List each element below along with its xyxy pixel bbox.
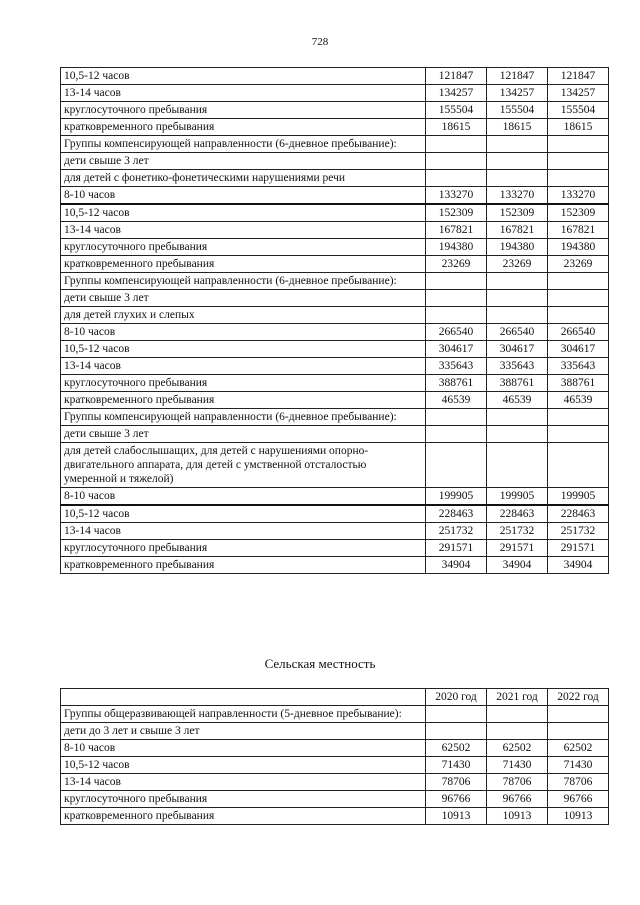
- value-cell-2020: [426, 136, 487, 153]
- value-cell-2021: 152309: [487, 204, 548, 222]
- table-row: [61, 557, 609, 574]
- table-row: [61, 723, 609, 740]
- value-cell-2020: 228463: [426, 505, 487, 523]
- value-cell-2022: 96766: [548, 791, 609, 808]
- tariff-table-urban-body: [61, 68, 609, 574]
- tariff-table-rural: [60, 688, 609, 825]
- value-cell-2020: 62502: [426, 740, 487, 757]
- value-cell-2022: 194380: [548, 239, 609, 256]
- table-row: [61, 523, 609, 540]
- value-cell-2021: 133270: [487, 187, 548, 205]
- table-row: [61, 170, 609, 187]
- row-label: 10,5-12 часов: [61, 341, 426, 358]
- table-row: [61, 187, 609, 205]
- row-label: кратковременного пребывания: [61, 557, 426, 574]
- table-row: [61, 341, 609, 358]
- value-cell-2021: 304617: [487, 341, 548, 358]
- value-cell-2022: 304617: [548, 341, 609, 358]
- value-cell-2022: 167821: [548, 222, 609, 239]
- value-cell-2021: 291571: [487, 540, 548, 557]
- row-label: круглосуточного пребывания: [61, 239, 426, 256]
- value-cell-2021: 228463: [487, 505, 548, 523]
- value-cell-2022: 46539: [548, 392, 609, 409]
- row-label: круглосуточного пребывания: [61, 375, 426, 392]
- value-cell-2022: [548, 723, 609, 740]
- value-cell-2021: 62502: [487, 740, 548, 757]
- value-cell-2020: [426, 170, 487, 187]
- row-label: для детей глухих и слепых: [61, 307, 426, 324]
- value-cell-2021: [487, 706, 548, 723]
- value-cell-2022: 266540: [548, 324, 609, 341]
- value-cell-2021: 335643: [487, 358, 548, 375]
- value-cell-2020: 134257: [426, 85, 487, 102]
- table-row: [61, 307, 609, 324]
- row-label: 13-14 часов: [61, 222, 426, 239]
- value-cell-2020: [426, 307, 487, 324]
- table-row: [61, 740, 609, 757]
- table-row: [61, 757, 609, 774]
- value-cell-2022: 71430: [548, 757, 609, 774]
- table-row: [61, 324, 609, 341]
- value-cell-2022: 291571: [548, 540, 609, 557]
- row-label: 8-10 часов: [61, 740, 426, 757]
- value-cell-2020: 23269: [426, 256, 487, 273]
- value-cell-2022: 18615: [548, 119, 609, 136]
- table-row: [61, 102, 609, 119]
- value-cell-2022: 134257: [548, 85, 609, 102]
- value-cell-2022: 78706: [548, 774, 609, 791]
- value-cell-2021: [487, 443, 548, 488]
- row-label: 10,5-12 часов: [61, 204, 426, 222]
- row-label: круглосуточного пребывания: [61, 540, 426, 557]
- row-label: 8-10 часов: [61, 324, 426, 341]
- value-cell-2021: 96766: [487, 791, 548, 808]
- row-label: Группы компенсирующей направленности (6-дневное пребывание):: [61, 273, 426, 290]
- row-label: кратковременного пребывания: [61, 119, 426, 136]
- value-cell-2021: 34904: [487, 557, 548, 574]
- value-cell-2022: 34904: [548, 557, 609, 574]
- table-row: [61, 540, 609, 557]
- row-label: 10,5-12 часов: [61, 505, 426, 523]
- table-row: [61, 153, 609, 170]
- value-cell-2020: 167821: [426, 222, 487, 239]
- value-cell-2020: 291571: [426, 540, 487, 557]
- value-cell-2022: [548, 443, 609, 488]
- row-label: 13-14 часов: [61, 85, 426, 102]
- table-row: [61, 136, 609, 153]
- value-cell-2021: [487, 153, 548, 170]
- value-cell-2022: [548, 409, 609, 426]
- row-label: 13-14 часов: [61, 358, 426, 375]
- value-cell-2022: 251732: [548, 523, 609, 540]
- table-row: [61, 68, 609, 85]
- value-cell-2020: 121847: [426, 68, 487, 85]
- table-row: [61, 222, 609, 239]
- value-cell-2021: [487, 426, 548, 443]
- value-cell-2020: 152309: [426, 204, 487, 222]
- value-cell-2020: 71430: [426, 757, 487, 774]
- table-row: [61, 85, 609, 102]
- value-cell-2020: 266540: [426, 324, 487, 341]
- value-cell-2022: 199905: [548, 488, 609, 506]
- row-label: кратковременного пребывания: [61, 808, 426, 825]
- row-label: Группы компенсирующей направленности (6-дневное пребывание):: [61, 136, 426, 153]
- row-label: 8-10 часов: [61, 488, 426, 506]
- table-row: [61, 426, 609, 443]
- row-label: кратковременного пребывания: [61, 392, 426, 409]
- page-number: 728: [311, 36, 329, 48]
- value-cell-2020: 18615: [426, 119, 487, 136]
- row-label: 13-14 часов: [61, 523, 426, 540]
- table-row: [61, 392, 609, 409]
- table-row: [61, 239, 609, 256]
- value-cell-2020: 133270: [426, 187, 487, 205]
- value-cell-2020: [426, 273, 487, 290]
- value-cell-2021: [487, 273, 548, 290]
- table-row: [61, 119, 609, 136]
- value-cell-2021: 167821: [487, 222, 548, 239]
- row-label: 10,5-12 часов: [61, 68, 426, 85]
- value-cell-2020: 388761: [426, 375, 487, 392]
- row-label: круглосуточного пребывания: [61, 102, 426, 119]
- table-header-row: [61, 689, 609, 706]
- value-cell-2020: [426, 153, 487, 170]
- value-cell-2020: [426, 290, 487, 307]
- value-cell-2022: [548, 170, 609, 187]
- table-row: [61, 774, 609, 791]
- row-label: для детей с фонетико-фонетическими нарушениями речи: [61, 170, 426, 187]
- row-label: дети свыше 3 лет: [61, 290, 426, 307]
- row-label: 13-14 часов: [61, 774, 426, 791]
- value-cell-2022: 155504: [548, 102, 609, 119]
- tariff-table-rural-body: [61, 706, 609, 825]
- value-cell-2022: 335643: [548, 358, 609, 375]
- value-cell-2022: [548, 307, 609, 324]
- row-label: круглосуточного пребывания: [61, 791, 426, 808]
- value-cell-2021: [487, 723, 548, 740]
- value-cell-2020: [426, 723, 487, 740]
- value-cell-2022: [548, 706, 609, 723]
- row-label: Группы компенсирующей направленности (6-дневное пребывание):: [61, 409, 426, 426]
- value-cell-2021: 10913: [487, 808, 548, 825]
- header-cell-2020: 2020 год: [426, 689, 487, 706]
- value-cell-2022: [548, 290, 609, 307]
- header-cell-label: [61, 689, 426, 706]
- value-cell-2020: 96766: [426, 791, 487, 808]
- table-row: [61, 706, 609, 723]
- value-cell-2020: 335643: [426, 358, 487, 375]
- value-cell-2022: 133270: [548, 187, 609, 205]
- value-cell-2021: [487, 136, 548, 153]
- table-row: [61, 256, 609, 273]
- value-cell-2021: 78706: [487, 774, 548, 791]
- table-row: [61, 204, 609, 222]
- value-cell-2021: [487, 290, 548, 307]
- value-cell-2020: 78706: [426, 774, 487, 791]
- table-row: [61, 358, 609, 375]
- value-cell-2022: 228463: [548, 505, 609, 523]
- value-cell-2021: 23269: [487, 256, 548, 273]
- section-title: Сельская местность: [264, 656, 376, 671]
- value-cell-2021: 155504: [487, 102, 548, 119]
- value-cell-2022: 62502: [548, 740, 609, 757]
- value-cell-2020: 304617: [426, 341, 487, 358]
- value-cell-2020: 155504: [426, 102, 487, 119]
- value-cell-2022: [548, 136, 609, 153]
- header-cell-2022: 2022 год: [548, 689, 609, 706]
- value-cell-2022: [548, 273, 609, 290]
- value-cell-2021: 194380: [487, 239, 548, 256]
- value-cell-2021: [487, 170, 548, 187]
- value-cell-2021: 121847: [487, 68, 548, 85]
- value-cell-2020: [426, 443, 487, 488]
- row-label: 8-10 часов: [61, 187, 426, 205]
- tariff-table-urban: [60, 67, 609, 574]
- row-label: дети до 3 лет и свыше 3 лет: [61, 723, 426, 740]
- value-cell-2021: 266540: [487, 324, 548, 341]
- value-cell-2020: 10913: [426, 808, 487, 825]
- table-row: [61, 488, 609, 506]
- value-cell-2021: 134257: [487, 85, 548, 102]
- table-row: [61, 505, 609, 523]
- value-cell-2022: 23269: [548, 256, 609, 273]
- value-cell-2020: [426, 426, 487, 443]
- value-cell-2022: [548, 426, 609, 443]
- value-cell-2021: [487, 409, 548, 426]
- table-row: [61, 290, 609, 307]
- table-row: [61, 443, 609, 488]
- row-label: Группы общеразвивающей направленности (5-дневное пребывание):: [61, 706, 426, 723]
- table-row: [61, 273, 609, 290]
- value-cell-2022: 121847: [548, 68, 609, 85]
- value-cell-2020: 34904: [426, 557, 487, 574]
- value-cell-2021: 251732: [487, 523, 548, 540]
- value-cell-2022: 388761: [548, 375, 609, 392]
- value-cell-2021: 71430: [487, 757, 548, 774]
- value-cell-2020: 251732: [426, 523, 487, 540]
- table-row: [61, 808, 609, 825]
- value-cell-2021: 18615: [487, 119, 548, 136]
- value-cell-2021: [487, 307, 548, 324]
- value-cell-2022: 10913: [548, 808, 609, 825]
- row-label: дети свыше 3 лет: [61, 153, 426, 170]
- table-row: [61, 409, 609, 426]
- value-cell-2021: 199905: [487, 488, 548, 506]
- value-cell-2020: [426, 409, 487, 426]
- header-cell-2021: 2021 год: [487, 689, 548, 706]
- row-label: кратковременного пребывания: [61, 256, 426, 273]
- row-label: 10,5-12 часов: [61, 757, 426, 774]
- value-cell-2020: [426, 706, 487, 723]
- value-cell-2020: 46539: [426, 392, 487, 409]
- value-cell-2020: 194380: [426, 239, 487, 256]
- value-cell-2022: 152309: [548, 204, 609, 222]
- value-cell-2022: [548, 153, 609, 170]
- table-row: [61, 375, 609, 392]
- row-label: для детей слабослышащих, для детей с нарушениями опорно-двигательного аппарата, для детей с умственной отсталостью умеренной и тяжелой): [61, 443, 426, 488]
- value-cell-2021: 388761: [487, 375, 548, 392]
- row-label: дети свыше 3 лет: [61, 426, 426, 443]
- table-row: [61, 791, 609, 808]
- value-cell-2020: 199905: [426, 488, 487, 506]
- value-cell-2021: 46539: [487, 392, 548, 409]
